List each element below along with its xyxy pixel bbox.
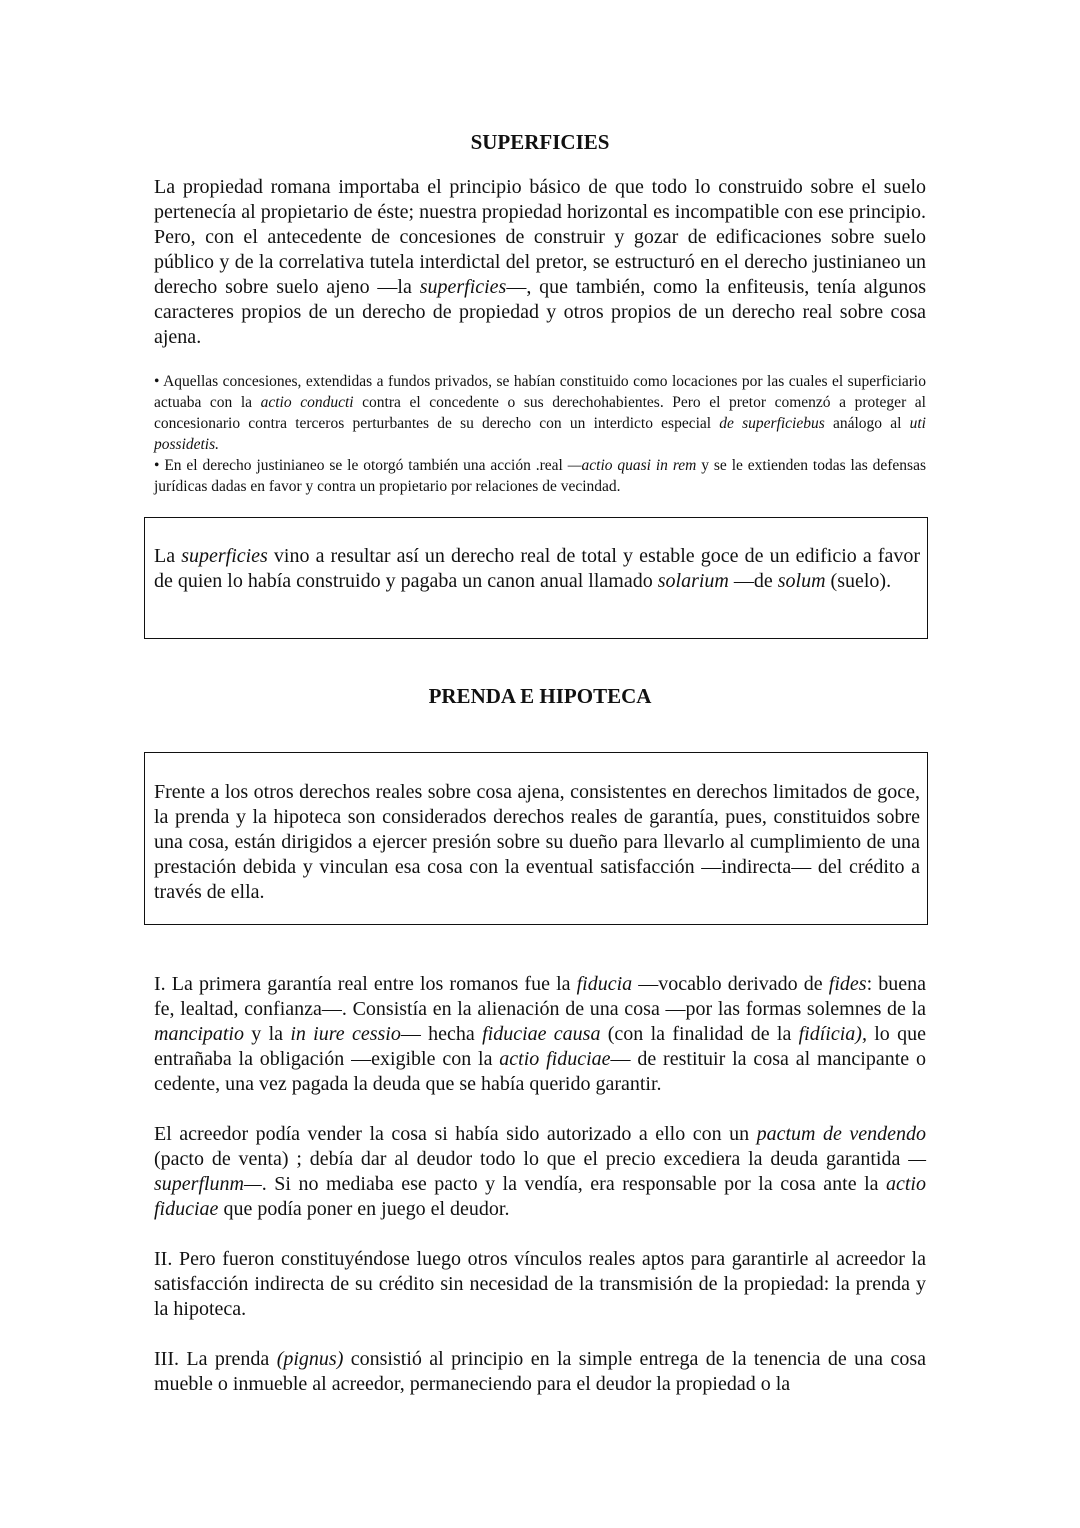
text-run: (suelo). [825,570,892,592]
text-run: El acreedor podía vender la cosa si había sido autorizado a ello con un [154,1123,757,1145]
paragraph-acreedor-vender [154,1122,926,1222]
text-run: La [154,545,182,567]
text-run: II. Pero fueron constituyéndose luego otros vínculos reales aptos para garantirle al acreedor la satisfacción indirecta de su crédito sin necesidad de la transmisión de la propiedad: la prenda y la hipoteca. [154,1248,926,1320]
prenda-definition-box [144,752,928,925]
superficies-intro-paragraph [154,175,926,350]
text-run: y se le extienden todas las defensas jurídicas dadas en favor y contra un propietario por relaciones de vecindad. [154,457,926,495]
italic-term: fiducia [576,973,633,995]
italic-term: actio conducti [260,394,354,411]
text-run: • Aquellas concesiones, extendidas a fundos privados, se habían constituido como locaciones por las cuales el superficiario actuaba con la [154,373,926,411]
text-run: análogo al [824,415,910,432]
italic-term: uti possidetis. [154,415,926,453]
text-run: —de [728,570,778,592]
superficies-definition-box [144,517,928,639]
text-run: consistió al principio en la simple entrega de la tenencia de una cosa mueble o inmueble al acreedor, permaneciendo para el deudor la propiedad o la [154,1348,926,1395]
italic-term: fides [828,973,867,995]
italic-term: solarium [657,570,729,592]
superficies-note-concesiones [154,371,926,455]
superficies-definition-text [154,544,920,594]
italic-term: solum [777,570,826,592]
paragraph-fiducia [154,972,926,1097]
section-title-superficies: SUPERFICIES [470,130,610,154]
text-run: —, que también, como la enfiteusis, tenía algunos caracteres propios de un derecho de propiedad y otros propios de un derecho real sobre cosa ajena. [154,276,926,348]
section-title-prenda-hipoteca: PRENDA E HIPOTECA [428,684,652,708]
paragraph-vinculos-reales [154,1247,926,1322]
italic-term: —superflunm— [154,1148,926,1195]
text-run: . Si no mediaba ese pacto y la vendía, era responsable por la cosa ante la [261,1173,886,1195]
italic-term: actio fiduciae [154,1173,926,1220]
italic-term: in iure cessio [290,1023,401,1045]
italic-term: superficies [181,545,268,567]
text-run: : buena fe, lealtad, confianza—. Consistía en la alienación de una cosa —por las formas solemnes de la [154,973,927,1020]
prenda-definition-text [154,780,920,905]
text-run: — de restituir la cosa al mancipante o cedente, una vez pagada la deuda que se había querido garantir. [154,1048,926,1095]
text-run: —vocablo derivado de [632,973,829,995]
text-run: que podía poner en juego el deudor. [218,1198,510,1220]
italic-term: superficies [419,276,507,298]
italic-term: pactum de vendendo [756,1123,926,1145]
text-run: lo que entrañaba la obligación —exigible con la [154,1023,926,1070]
text-run: La propiedad romana importaba el principio básico de que todo lo construido sobre el suelo pertenecía al propietario de éste; nuestra propiedad horizontal es incompatible con ese principio. Pero, con el antecedente de concesiones de construir y gozar de edificaciones sobre suelo público y de la correlativa tutela interdictal del pretor, se estructuró en el derecho justinianeo un derecho sobre suelo ajeno —la [154,176,926,298]
text-run: — hecha [400,1023,483,1045]
text-run: • En el derecho justinianeo se le otorgó también una acción .real [154,457,568,474]
italic-term: (pignus) [276,1348,344,1370]
superficies-note-justinianeo [154,455,926,497]
text-run: III. La prenda [154,1348,277,1370]
text-run: y la [244,1023,291,1045]
italic-term: actio fiduciae [499,1048,611,1070]
italic-term: fiduciae causa [482,1023,601,1045]
text-run: Frente a los otros derechos reales sobre cosa ajena, consistentes en derechos limitados de goce, la prenda y la hipoteca son considerados derechos reales de garantía, pues, constituidos sobre una cosa, están dirigidos a ejercer presión sobre su dueño para llevarlo al cumplimiento de una prestación debida y vinculan esa cosa con la eventual satisfacción —indirecta— del crédito a través de ella. [154,781,920,903]
text-run: I. La primera garantía real entre los romanos fue la [154,973,577,995]
text-run: (pacto de venta) ; debía dar al deudor todo lo que el precio excediera la deuda garantida [154,1148,909,1170]
text-run: vino a resultar así un derecho real de total y estable goce de un edificio a favor de quien lo había construido y pagaba un canon anual llamado [154,545,921,592]
text-run: (con la finalidad de la [600,1023,799,1045]
italic-term: mancipatio [154,1023,244,1045]
paragraph-prenda-pignus [154,1347,926,1397]
text-run: contra el concedente o sus derechohabientes. Pero el pretor comenzó a proteger al concesionario contra terceros perturbantes de su derecho con un interdicto especial [154,394,926,432]
italic-term: —actio quasi in rem [567,457,697,474]
italic-term: fidíicia), [798,1023,867,1045]
italic-term: de superficiebus [719,415,825,432]
